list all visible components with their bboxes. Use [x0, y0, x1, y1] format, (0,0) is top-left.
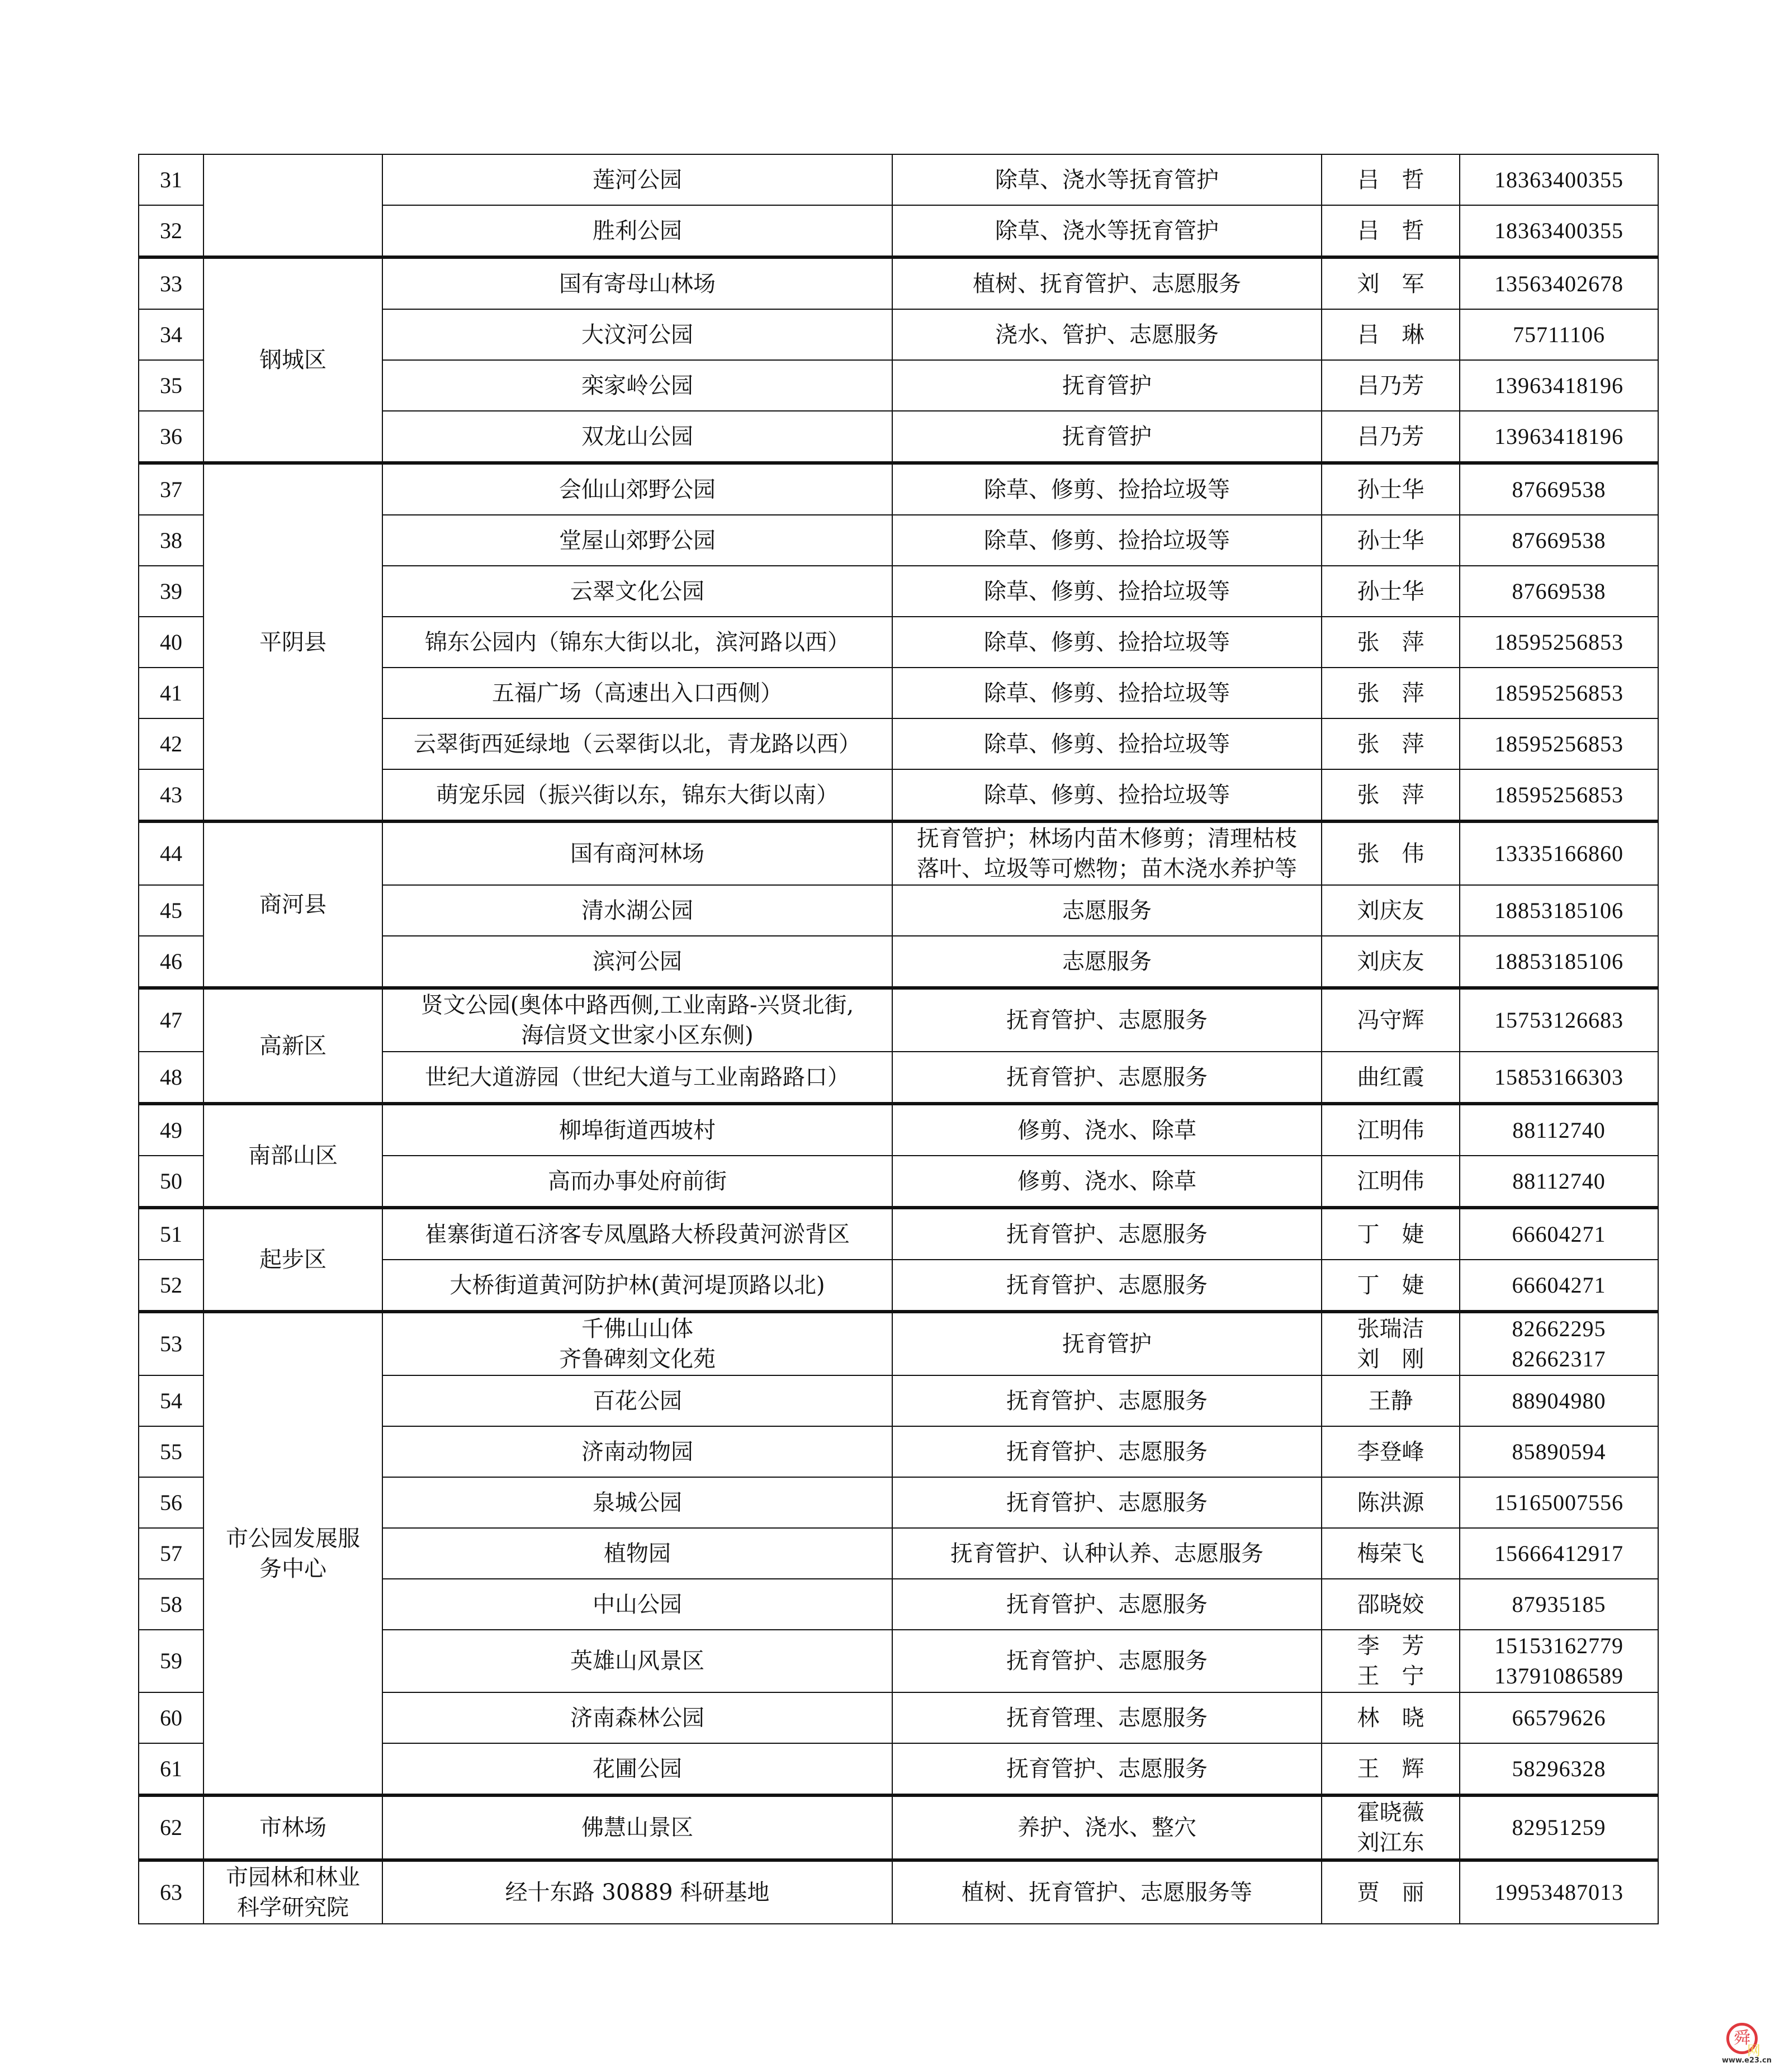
- location-cell: 栾家岭公园: [382, 360, 892, 411]
- row-number: 47: [139, 988, 203, 1052]
- location-cell: 贤文公园(奥体中路西侧,工业南路-兴贤北街, 海信贤文世家小区东侧): [382, 988, 892, 1052]
- row-number: 54: [139, 1375, 203, 1426]
- contact-person-cell: 冯守辉: [1322, 988, 1460, 1052]
- task-cell: 抚育管护、志愿服务: [892, 1260, 1322, 1312]
- table-row: [139, 257, 1658, 309]
- watermark-net: 网: [1747, 2043, 1760, 2059]
- phone-cell: 18363400355: [1460, 154, 1658, 205]
- row-number: 33: [139, 257, 203, 309]
- location-cell: 国有寄母山林场: [382, 257, 892, 309]
- contact-person-cell: 王静: [1322, 1375, 1460, 1426]
- table-row: [139, 1860, 1658, 1924]
- location-cell: 大桥街道黄河防护林(黄河堤顶路以北): [382, 1260, 892, 1312]
- task-cell: 抚育管护、志愿服务: [892, 1477, 1322, 1528]
- contact-person-cell: 曲红霞: [1322, 1052, 1460, 1104]
- district-cell: 市园林和林业 科学研究院: [203, 1860, 382, 1924]
- contact-person-cell: 吕 哲: [1322, 205, 1460, 257]
- row-number: 56: [139, 1477, 203, 1528]
- phone-cell: 13963418196: [1460, 360, 1658, 411]
- row-number: 48: [139, 1052, 203, 1104]
- phone-cell: 87669538: [1460, 463, 1658, 515]
- task-cell: 抚育管护、志愿服务: [892, 1630, 1322, 1692]
- row-number: 62: [139, 1795, 203, 1860]
- row-number: 45: [139, 885, 203, 936]
- location-cell: 柳埠街道西坡村: [382, 1104, 892, 1156]
- table-row: [139, 988, 1658, 1052]
- location-cell: 经十东路 30889 科研基地: [382, 1860, 892, 1924]
- contact-person-cell: 梅荣飞: [1322, 1528, 1460, 1579]
- phone-cell: 18595256853: [1460, 617, 1658, 668]
- location-cell: 佛慧山景区: [382, 1795, 892, 1860]
- phone-cell: 88112740: [1460, 1156, 1658, 1208]
- contact-person-cell: 江明伟: [1322, 1156, 1460, 1208]
- row-number: 44: [139, 821, 203, 885]
- row-number: 58: [139, 1579, 203, 1630]
- task-cell: 养护、浇水、整穴: [892, 1795, 1322, 1860]
- location-cell: 百花公园: [382, 1375, 892, 1426]
- location-cell: 萌宠乐园（振兴街以东，锦东大街以南）: [382, 769, 892, 821]
- table-row: [139, 154, 1658, 205]
- task-cell: 抚育管护、志愿服务: [892, 1743, 1322, 1795]
- task-cell: 抚育管理、志愿服务: [892, 1692, 1322, 1743]
- location-cell: 千佛山山体 齐鲁碑刻文化苑: [382, 1312, 892, 1375]
- phone-cell: 75711106: [1460, 309, 1658, 360]
- location-cell: 莲河公园: [382, 154, 892, 205]
- location-cell: 五福广场（高速出入口西侧）: [382, 668, 892, 718]
- task-cell: 浇水、管护、志愿服务: [892, 309, 1322, 360]
- task-cell: 除草、修剪、捡拾垃圾等: [892, 769, 1322, 821]
- district-cell: 商河县: [203, 821, 382, 988]
- e23-watermark-logo: [1722, 2023, 1772, 2068]
- district-cell: 钢城区: [203, 257, 382, 463]
- district-cell: 高新区: [203, 988, 382, 1104]
- row-number: 35: [139, 360, 203, 411]
- table-row: [139, 821, 1658, 885]
- phone-cell: 18363400355: [1460, 205, 1658, 257]
- location-cell: 植物园: [382, 1528, 892, 1579]
- contact-person-cell: 孙士华: [1322, 566, 1460, 617]
- task-cell: 志愿服务: [892, 885, 1322, 936]
- contact-person-cell: 张 萍: [1322, 769, 1460, 821]
- phone-cell: 18595256853: [1460, 718, 1658, 769]
- task-cell: 除草、修剪、捡拾垃圾等: [892, 463, 1322, 515]
- row-number: 43: [139, 769, 203, 821]
- phone-cell: 66604271: [1460, 1208, 1658, 1260]
- contact-person-cell: 刘 军: [1322, 257, 1460, 309]
- phone-cell: 18853185106: [1460, 936, 1658, 988]
- location-cell: 滨河公园: [382, 936, 892, 988]
- contact-person-cell: 张 萍: [1322, 668, 1460, 718]
- contact-person-cell: 江明伟: [1322, 1104, 1460, 1156]
- row-number: 41: [139, 668, 203, 718]
- location-cell: 泉城公园: [382, 1477, 892, 1528]
- phone-cell: 13963418196: [1460, 411, 1658, 463]
- district-cell: 市林场: [203, 1795, 382, 1860]
- district-cell: 市公园发展服 务中心: [203, 1312, 382, 1795]
- phone-cell: 58296328: [1460, 1743, 1658, 1795]
- task-cell: 除草、修剪、捡拾垃圾等: [892, 515, 1322, 566]
- location-cell: 双龙山公园: [382, 411, 892, 463]
- contact-person-cell: 张 伟: [1322, 821, 1460, 885]
- row-number: 31: [139, 154, 203, 205]
- task-cell: 抚育管护: [892, 411, 1322, 463]
- task-cell: 志愿服务: [892, 936, 1322, 988]
- contact-person-cell: 刘庆友: [1322, 936, 1460, 988]
- district-cell: 起步区: [203, 1208, 382, 1312]
- row-number: 32: [139, 205, 203, 257]
- location-cell: 会仙山郊野公园: [382, 463, 892, 515]
- row-number: 37: [139, 463, 203, 515]
- task-cell: 抚育管护: [892, 1312, 1322, 1375]
- row-number: 34: [139, 309, 203, 360]
- task-cell: 除草、浇水等抚育管护: [892, 154, 1322, 205]
- location-cell: 清水湖公园: [382, 885, 892, 936]
- table-row: [139, 1208, 1658, 1260]
- phone-cell: 87669538: [1460, 515, 1658, 566]
- phone-cell: 88904980: [1460, 1375, 1658, 1426]
- contact-person-cell: 吕 哲: [1322, 154, 1460, 205]
- phone-cell: 13563402678: [1460, 257, 1658, 309]
- phone-cell: 15165007556: [1460, 1477, 1658, 1528]
- contact-person-cell: 吕 琳: [1322, 309, 1460, 360]
- task-cell: 除草、浇水等抚育管护: [892, 205, 1322, 257]
- task-cell: 植树、抚育管护、志愿服务: [892, 257, 1322, 309]
- volunteer-site-table: [138, 154, 1659, 1924]
- contact-person-cell: 陈洪源: [1322, 1477, 1460, 1528]
- table-row: [139, 1795, 1658, 1860]
- task-cell: 抚育管护、志愿服务: [892, 1375, 1322, 1426]
- task-cell: 除草、修剪、捡拾垃圾等: [892, 617, 1322, 668]
- task-cell: 修剪、浇水、除草: [892, 1156, 1322, 1208]
- contact-person-cell: 丁 婕: [1322, 1260, 1460, 1312]
- row-number: 52: [139, 1260, 203, 1312]
- contact-person-cell: 李 芳 王 宁: [1322, 1630, 1460, 1692]
- table-row: [139, 1104, 1658, 1156]
- row-number: 60: [139, 1692, 203, 1743]
- phone-cell: 15753126683: [1460, 988, 1658, 1052]
- phone-cell: 15853166303: [1460, 1052, 1658, 1104]
- contact-person-cell: 贾 丽: [1322, 1860, 1460, 1924]
- location-cell: 济南森林公园: [382, 1692, 892, 1743]
- row-number: 40: [139, 617, 203, 668]
- phone-cell: 87669538: [1460, 566, 1658, 617]
- phone-cell: 88112740: [1460, 1104, 1658, 1156]
- contact-person-cell: 林 晓: [1322, 1692, 1460, 1743]
- contact-person-cell: 吕乃芳: [1322, 360, 1460, 411]
- task-cell: 抚育管护、志愿服务: [892, 988, 1322, 1052]
- contact-person-cell: 刘庆友: [1322, 885, 1460, 936]
- contact-person-cell: 李登峰: [1322, 1426, 1460, 1477]
- contact-person-cell: 吕乃芳: [1322, 411, 1460, 463]
- phone-cell: 85890594: [1460, 1426, 1658, 1477]
- row-number: 63: [139, 1860, 203, 1924]
- task-cell: 植树、抚育管护、志愿服务等: [892, 1860, 1322, 1924]
- task-cell: 抚育管护、志愿服务: [892, 1579, 1322, 1630]
- location-cell: 堂屋山郊野公园: [382, 515, 892, 566]
- location-cell: 英雄山风景区: [382, 1630, 892, 1692]
- table-row: [139, 1312, 1658, 1375]
- contact-person-cell: 孙士华: [1322, 515, 1460, 566]
- task-cell: 除草、修剪、捡拾垃圾等: [892, 718, 1322, 769]
- phone-cell: 13335166860: [1460, 821, 1658, 885]
- contact-person-cell: 孙士华: [1322, 463, 1460, 515]
- watermark-url: www.e23.cn: [1722, 2056, 1772, 2065]
- contact-person-cell: 霍晓薇 刘江东: [1322, 1795, 1460, 1860]
- phone-cell: 82662295 82662317: [1460, 1312, 1658, 1375]
- contact-person-cell: 丁 婕: [1322, 1208, 1460, 1260]
- location-cell: 中山公园: [382, 1579, 892, 1630]
- phone-cell: 87935185: [1460, 1579, 1658, 1630]
- task-cell: 除草、修剪、捡拾垃圾等: [892, 668, 1322, 718]
- phone-cell: 66579626: [1460, 1692, 1658, 1743]
- location-cell: 世纪大道游园（世纪大道与工业南路路口）: [382, 1052, 892, 1104]
- location-cell: 胜利公园: [382, 205, 892, 257]
- row-number: 46: [139, 936, 203, 988]
- location-cell: 锦东公园内（锦东大街以北，滨河路以西）: [382, 617, 892, 668]
- row-number: 38: [139, 515, 203, 566]
- row-number: 53: [139, 1312, 203, 1375]
- row-number: 42: [139, 718, 203, 769]
- contact-person-cell: 邵晓姣: [1322, 1579, 1460, 1630]
- task-cell: 修剪、浇水、除草: [892, 1104, 1322, 1156]
- location-cell: 花圃公园: [382, 1743, 892, 1795]
- seal-icon: 舜: [1726, 2023, 1758, 2054]
- district-cell: 南部山区: [203, 1104, 382, 1208]
- row-number: 61: [139, 1743, 203, 1795]
- district-cell: 平阴县: [203, 463, 382, 821]
- task-cell: 抚育管护、志愿服务: [892, 1052, 1322, 1104]
- phone-cell: 19953487013: [1460, 1860, 1658, 1924]
- task-cell: 抚育管护、认种认养、志愿服务: [892, 1528, 1322, 1579]
- row-number: 50: [139, 1156, 203, 1208]
- row-number: 55: [139, 1426, 203, 1477]
- contact-person-cell: 王 辉: [1322, 1743, 1460, 1795]
- task-cell: 抚育管护、志愿服务: [892, 1208, 1322, 1260]
- row-number: 36: [139, 411, 203, 463]
- row-number: 57: [139, 1528, 203, 1579]
- phone-cell: 82951259: [1460, 1795, 1658, 1860]
- phone-cell: 15666412917: [1460, 1528, 1658, 1579]
- location-cell: 济南动物园: [382, 1426, 892, 1477]
- row-number: 49: [139, 1104, 203, 1156]
- district-cell: [203, 154, 382, 257]
- location-cell: 高而办事处府前街: [382, 1156, 892, 1208]
- phone-cell: 18595256853: [1460, 769, 1658, 821]
- row-number: 39: [139, 566, 203, 617]
- contact-person-cell: 张 萍: [1322, 718, 1460, 769]
- contact-person-cell: 张瑞洁 刘 刚: [1322, 1312, 1460, 1375]
- location-cell: 国有商河林场: [382, 821, 892, 885]
- location-cell: 崔寨街道石济客专凤凰路大桥段黄河淤背区: [382, 1208, 892, 1260]
- task-cell: 抚育管护；林场内苗木修剪；清理枯枝 落叶、垃圾等可燃物；苗木浇水养护等: [892, 821, 1322, 885]
- phone-cell: 18595256853: [1460, 668, 1658, 718]
- table-row: [139, 463, 1658, 515]
- task-cell: 抚育管护: [892, 360, 1322, 411]
- task-cell: 抚育管护、志愿服务: [892, 1426, 1322, 1477]
- phone-cell: 66604271: [1460, 1260, 1658, 1312]
- phone-cell: 18853185106: [1460, 885, 1658, 936]
- task-cell: 除草、修剪、捡拾垃圾等: [892, 566, 1322, 617]
- contact-person-cell: 张 萍: [1322, 617, 1460, 668]
- phone-cell: 15153162779 13791086589: [1460, 1630, 1658, 1692]
- location-cell: 云翠文化公园: [382, 566, 892, 617]
- location-cell: 大汶河公园: [382, 309, 892, 360]
- location-cell: 云翠街西延绿地（云翠街以北，青龙路以西）: [382, 718, 892, 769]
- table-body: [139, 154, 1658, 1924]
- row-number: 59: [139, 1630, 203, 1692]
- row-number: 51: [139, 1208, 203, 1260]
